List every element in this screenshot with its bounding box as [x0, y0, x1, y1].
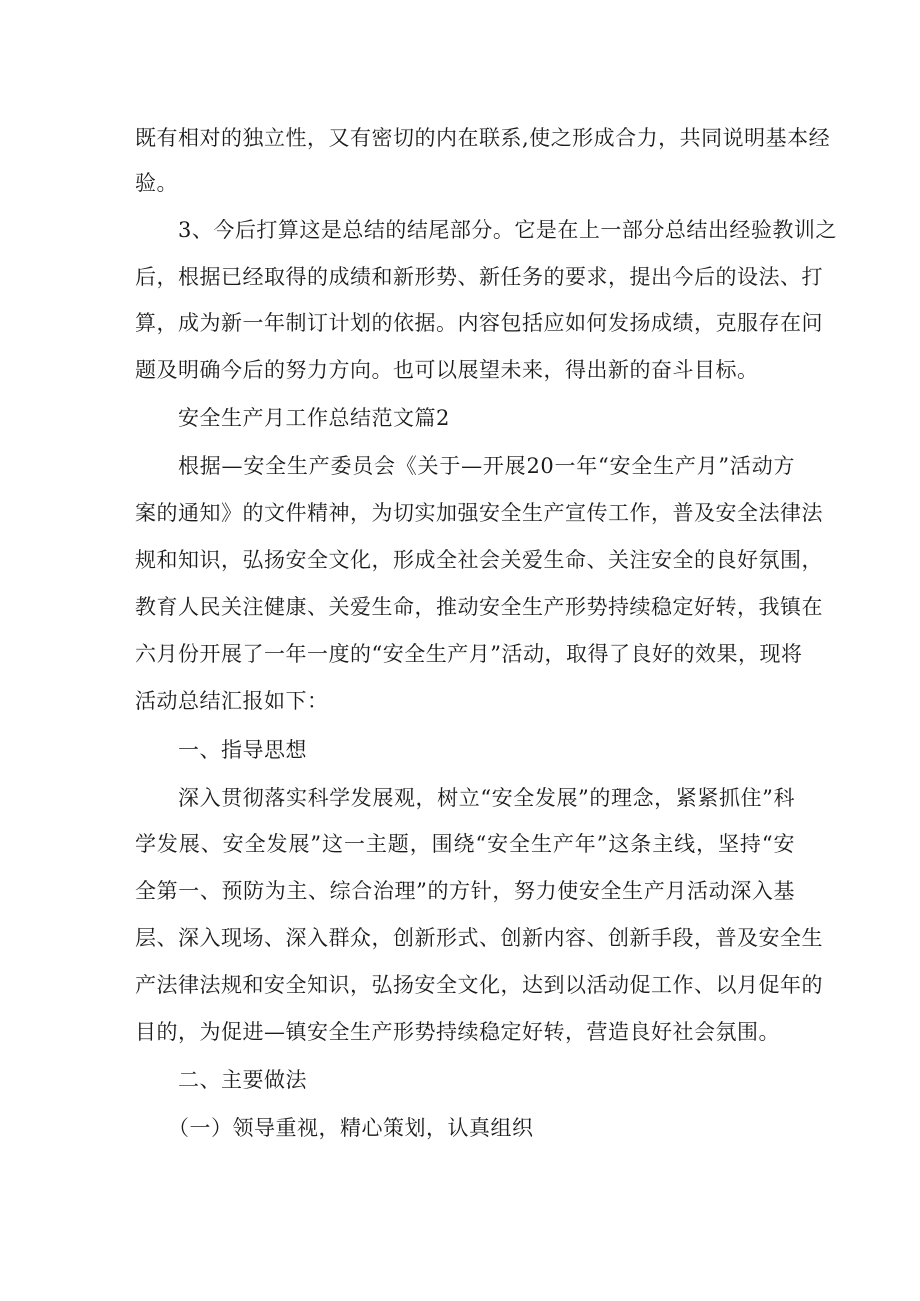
body-text-line: 既有相对的独立性，又有密切的内在联系,使之形成合力，共同说明基本经: [135, 126, 831, 150]
body-text-line: 案的通知》的文件精神，为切实加强安全生产宣传工作，普及安全法律法: [135, 501, 823, 525]
body-text-line: 算，成为新一年制订计划的依据。内容包括应如何发扬成绩，克服存在问: [135, 311, 823, 335]
section-heading: 二、主要做法: [178, 1068, 307, 1092]
body-text-line: 题及明确今后的努力方向。也可以展望未来，得出新的奋斗目标。: [135, 358, 759, 382]
body-text-line: 验。: [135, 171, 178, 195]
body-text-line: 后，根据已经取得的成绩和新形势、新任务的要求，提出今后的设法、打: [135, 265, 823, 289]
paragraph-first-line: 根据—安全生产委员会《关于—开展20一年“安全生产月”活动方: [178, 454, 795, 478]
body-text-line: 学发展、安全发展”这一主题，围绕“安全生产年”这条主线，坚持“安: [135, 832, 795, 856]
body-text-line: 产法律法规和安全知识，弘扬安全文化，达到以活动促工作、以月促年的: [135, 973, 823, 997]
body-text-line: 活动总结汇报如下：: [135, 689, 329, 713]
body-text-line: 教育人民关注健康、关爱生命，推动安全生产形势持续稳定好转，我镇在: [135, 595, 823, 619]
body-text-line: 全第一、预防为主、综合治理”的方针，努力使安全生产月活动深入基: [135, 879, 795, 903]
body-text-line: 规和知识，弘扬安全文化，形成全社会关爱生命、关注安全的良好氛围，: [135, 548, 823, 572]
section-heading: 一、指导思想: [178, 738, 307, 762]
article-title: 安全生产月工作总结范文篇2: [178, 406, 450, 430]
body-text-line: 目的，为促进—镇安全生产形势持续稳定好转，营造良好社会氛围。: [135, 1020, 780, 1044]
paragraph-first-line: 3、今后打算这是总结的结尾部分。它是在上一部分总结出经验教训之: [178, 218, 837, 242]
body-text-line: 层、深入现场、深入群众，创新形式、创新内容、创新手段，普及安全生: [135, 926, 823, 950]
subsection-heading: （一）领导重视，精心策划，认真组织: [168, 1116, 534, 1140]
body-text-line: 六月份开展了一年一度的“安全生产月”活动，取得了良好的效果，现将: [135, 642, 803, 666]
paragraph-first-line: 深入贯彻落实科学发展观，树立“安全发展”的理念，紧紧抓住”科: [178, 786, 795, 810]
